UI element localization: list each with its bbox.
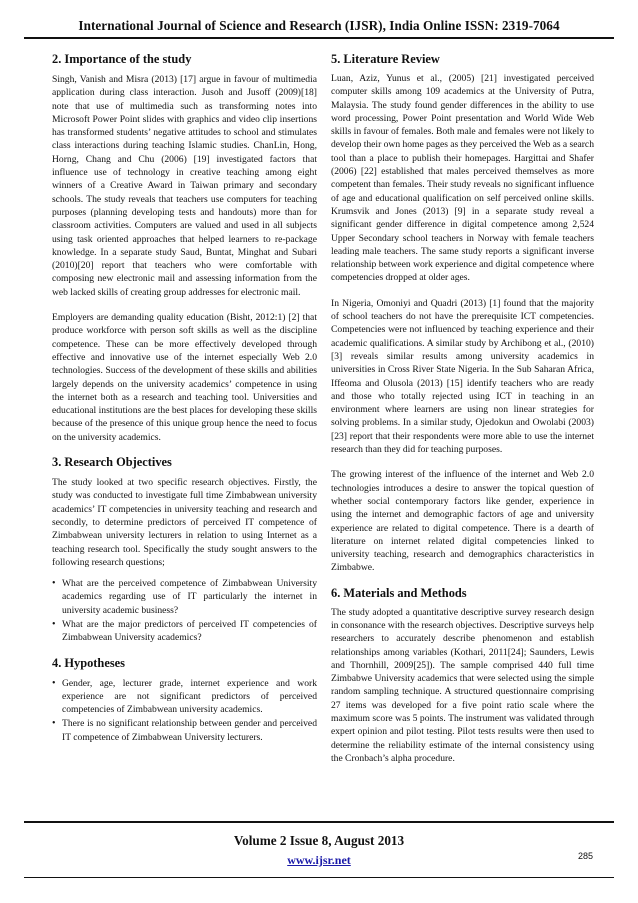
list-item: • What are the perceived competence of Zimbabwean University academics regarding use of IT particularly the internet in university academic business? — [52, 577, 317, 617]
section-hypotheses — [52, 656, 317, 744]
research-questions-list — [52, 577, 317, 644]
section-title: 2. Importance of the study — [52, 52, 192, 66]
footer-volume: Volume 2 Issue 8, August 2013 — [233, 833, 405, 848]
paragraph: The study adopted a quantitative descriptive survey research design in consonance with the research objectives. Descriptive surveys help researchers to accurately describe phenomenon and establish relationships among variables (Kothari, 2011[24]; Saunders, Lewis and Thornhill, 2009[25]). The sample comprised 440 full time Zimbabwe University academics that were selected using the simple random sampling technique. A structured questionnaire comprising 27 items was developed for a five point ratio scale where the maximum score was 5 points. The instrument was validated through expert opinion and pilot testing. Pilot tests results were then used to determine the reliability estimate of the internal consistency using the Cronbach’s alpha procedure. — [331, 606, 594, 764]
paragraph: The study looked at two specific research objectives. Firstly, the study was conducted to investigate full time Zimbabwean university academics’ IT competencies in university teaching and research and secondly, to determine predictors of perceived IT competence of Zimbabwean university lecturers in relation to using Internet as a teaching research tool. Specifically the study sought answers to the following research questions; — [52, 477, 317, 568]
bottom-divider — [24, 877, 614, 878]
list-item: • Gender, age, lecturer grade, internet experience and work experience are not significant predictors of perceived competencies of Zimbabwean university academics. — [52, 677, 317, 717]
paragraph: In Nigeria, Omoniyi and Quadri (2013) [1] found that the majority of school teachers do not have the prerequisite ICT competencies. Competencies were not influenced by teaching experience and their academic qualifications. A similar study by Archibong et al., (2010) [3] reveals similar results among university academics in universities in Cross River State Nigeria. In the Sub Saharan Africa, Iffeoma and Olusola (2013) [15] identify teachers who are ready and those who totally rejected using ICT in teaching in an environment where learners are using non linear strategies for solving problems. In a similar study, Ojedokun and Owolabi (2003) [23] report that their respondents were more able to use the internet research than they did for teaching purposes. — [331, 297, 594, 456]
left-column — [52, 52, 317, 755]
section-importance — [52, 52, 317, 444]
journal-header: International Journal of Science and Research (IJSR), India Online ISSN: 2319-7064 — [78, 18, 560, 33]
hypotheses-list — [52, 677, 317, 744]
right-column — [331, 52, 594, 776]
section-materials-methods — [331, 586, 594, 766]
section-title: 3. Research Objectives — [52, 455, 172, 470]
list-item: • There is no significant relationship between gender and perceived IT competence of Zimbabwean University lecturers. — [52, 717, 317, 744]
footer-divider — [24, 821, 614, 823]
paragraph: Singh, Vanish and Misra (2013) [17] argue in favour of multimedia application during class interaction. Jusoh and Jusoff (2009)[18] note that use of multimedia such as transforming notes into Microsoft Power Point slides with graphics and video clip insertions has transformed students’ negative attitudes to school and stimulates class interactions during teaching Islamic studies. ChanLin, Hong, Horng, Chang and Chu (2006) [19] investigated factors that influence use of technology in creative teaching among eight winners of a Creative Award in Taiwan primary and secondary schools. The study reveals that teachers use computers for teaching purposes (planning developing tests and handouts) more than for classroom activities. Computers are valued and used in all subjects using task oriented approaches that helped learners to re-package knowledge. In a separate study Saud, Buntat, Minghat and Subari (2010)[20] report that teachers who were comfortable with composing new electronic mail and assessing information from the web lacked skills of creating group addresses for electronic mail. — [52, 74, 317, 298]
section-literature-review — [331, 52, 594, 575]
page-number: 285 — [577, 851, 593, 861]
paragraph: The growing interest of the influence of the internet and Web 2.0 technologies introduces a desire to answer the topical question of whether social contemporary factors like gender, experience in using the internet and demographic factors of age and university experience are related to digital competence. There is a dearth of literature on internet related digital competencies linked to university teaching, research and demographics characteristics in Zimbabwe. — [331, 469, 594, 574]
section-research-objectives — [52, 455, 317, 645]
section-title: 5. Literature Review — [331, 52, 440, 66]
paragraph: Luan, Aziz, Yunus et al., (2005) [21] investigated perceived computer skills among 109 academics at the University of Putra, Malaysia. The study found gender differences in the ability to use word processing, Power Point presentation and World Wide Web skills in favour of females. Both male and females were not likely to develop their own home pages as they perceived the Web as a search tool than a place to publish their homepages. Hargittai and Shafer (2006) [22] established that males perceived themselves as more competent than females. Their study reveals no significant influence of age and educational qualification on self perceived online skills. Krumsvik and Jones (2013) [9] in a separate study reveal a significant gender difference in digital competence among 2,524 Upper Secondary school teachers in Norway with female teachers leading male teachers. The same study reports a significant inverse relationship between work experience and digital competence where competencies dropped at older ages. — [331, 73, 594, 284]
header-divider — [24, 37, 614, 39]
list-item: • What are the major predictors of perceived IT competencies of Zimbabwean University academics? — [52, 618, 317, 645]
paragraph: Employers are demanding quality education (Bisht, 2012:1) [2] that produce workforce with person soft skills as well as the discipline competence. These can be more effectively developed through effective and innovative use of the internet especially Web 2.0 technologies. Success of the development of these skills and abilities largely depends on the university academics’ competence in using the internet both as a research and teaching tool. Universities and educational institutions are the best places for developing these skills because of the presence of this unique group hence the need to focus on the university academics. — [52, 312, 317, 443]
journal-link[interactable]: www.ijsr.net — [287, 853, 351, 867]
section-title: 4. Hypotheses — [52, 655, 125, 670]
section-title: 6. Materials and Methods — [331, 585, 467, 600]
